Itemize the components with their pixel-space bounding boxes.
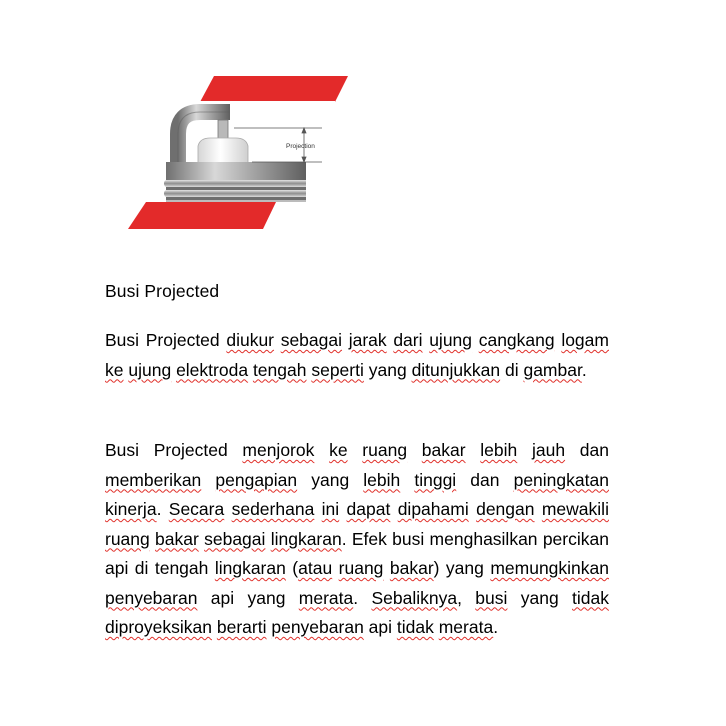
flagged-word: merata [438, 617, 494, 637]
flagged-word: penyebaran [105, 587, 198, 608]
flagged-word: peningkatan [513, 469, 609, 490]
flagged-word: lebih [363, 469, 401, 490]
flagged-word: ditunjukkan [411, 359, 501, 380]
flagged-word: gambar [523, 359, 582, 380]
spark-plug-figure [126, 72, 348, 232]
flagged-word: dapat [346, 499, 391, 519]
flagged-word: berarti [216, 617, 267, 637]
flagged-word: memberikan [105, 469, 202, 490]
flagged-word: ujung [429, 330, 473, 350]
flagged-word: lebih [480, 440, 518, 460]
projection-label: Projection [286, 143, 315, 150]
flagged-word: ruang [105, 528, 150, 549]
flagged-word: ini [321, 499, 340, 519]
flagged-word: tidak [396, 617, 434, 637]
flagged-word: bakar [389, 558, 434, 578]
flagged-word: merata [298, 587, 354, 608]
flagged-word: busi [475, 587, 508, 608]
flagged-word: bakar [155, 528, 199, 549]
flagged-word: jarak [348, 330, 387, 350]
flagged-word: dengan [476, 499, 535, 519]
spark-plug-body [164, 112, 308, 202]
flagged-word: ke [329, 440, 348, 460]
red-accent-top [200, 76, 348, 102]
flagged-word: jauh [531, 440, 566, 460]
flagged-word: sebagai [204, 528, 266, 549]
flagged-word: logam [561, 330, 609, 350]
red-accent-bottom [128, 202, 276, 229]
flagged-word: menjorok [242, 440, 315, 460]
flagged-word: lingkaran [270, 528, 342, 549]
spark-plug-illustration [126, 72, 348, 232]
flagged-word: penyebaran [271, 617, 364, 637]
flagged-word: tinggi [414, 469, 457, 490]
flagged-word: kinerja [105, 499, 157, 519]
flagged-word: tidak [572, 587, 609, 608]
flagged-word: ujung [128, 359, 172, 380]
flagged-word: atau [298, 558, 333, 578]
flagged-word: dipahami [397, 499, 469, 519]
flagged-word: diproyeksikan [105, 617, 212, 637]
flagged-word: bakar [421, 440, 466, 460]
flagged-word: sebagai [280, 330, 343, 350]
flagged-word: lingkaran [214, 558, 286, 578]
document-heading: Busi Projected [105, 281, 220, 301]
flagged-word: pengapian [215, 469, 298, 490]
flagged-word: Sebaliknya [371, 587, 458, 608]
paragraph-2: Busi Projected menjorok ke ruang bakar lebih jauh dan memberikan pengapian yang lebih tinggi dan peningkatan kinerja. Secara sederhana ini dapat dipahami dengan mewakili ruang bakar sebagai lingkaran. Efek busi menghasilkan percikan api di tengah lingkaran (atau ruang bakar) yang memungkinkan penyebaran api yang merata. Sebaliknya, busi yang tidak diproyeksikan berarti penyebaran api tidak merata. [105, 440, 609, 637]
flagged-word: elektroda [176, 359, 249, 380]
flagged-word: cangkang [478, 330, 555, 350]
flagged-word: memungkinkan [490, 558, 609, 578]
flagged-word: sederhana [231, 499, 315, 519]
flagged-word: seperti [311, 359, 364, 380]
paragraph-1: Busi Projected diukur sebagai jarak dari ujung cangkang logam ke ujung elektroda tengah seperti yang ditunjukkan di gambar. [105, 330, 609, 380]
flagged-word: diukur [226, 330, 275, 350]
flagged-word: tengah [252, 359, 307, 380]
flagged-word: mewakili [541, 499, 609, 519]
flagged-word: ruang [362, 440, 408, 460]
flagged-word: ke [105, 359, 124, 380]
flagged-word: Secara [168, 499, 225, 519]
flagged-word: dari [393, 330, 423, 350]
flagged-word: ruang [338, 558, 384, 578]
